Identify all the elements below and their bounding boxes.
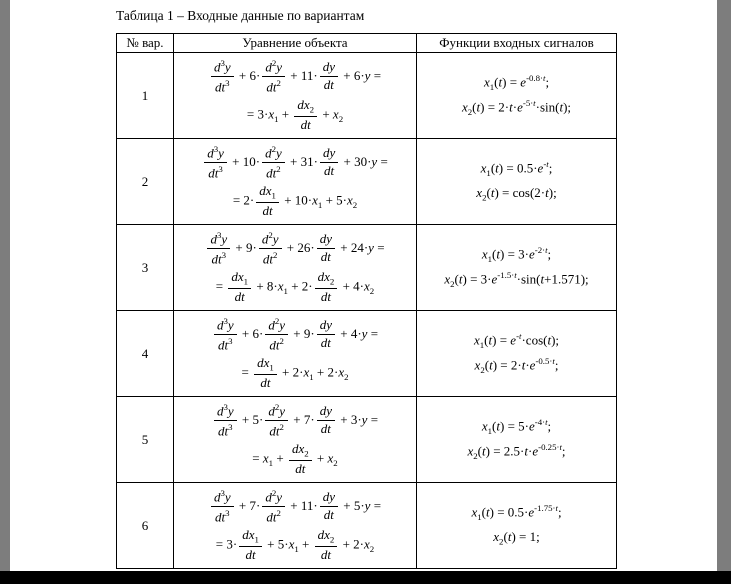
table-header [117, 34, 617, 53]
variant-number: 5 [117, 397, 174, 483]
signal-line: $x_1(t) = e^{-0.8\cdot t}$; [483, 72, 550, 92]
equation-cell [174, 311, 417, 397]
signal-line: $x_2(t) = 1$; [493, 528, 540, 547]
signals-cell [417, 311, 617, 397]
variant-number: 1 [117, 53, 174, 139]
equation-line: = $3\cdot x_1$ + $\frac{dx_2}{dt}$ + $x_2$ [246, 97, 344, 133]
signal-line: $x_2(t) = 2\cdot t\cdot e^{-0.5\cdot t}$; [474, 356, 559, 375]
signal-line: $x_1(t) = e^{-t}\cdot\cos(t)$; [473, 330, 560, 350]
signal-line: $x_2(t) = 2.5\cdot t\cdot e^{-0.25\cdot t}$; [467, 442, 566, 461]
header-row [117, 34, 617, 53]
signal-line: $x_2(t) = 2\cdot t\cdot e^{-5\cdot t}\cdot\sin(t)$; [461, 98, 572, 117]
equation-line: $\frac{d^3y}{dt^3}$ + 6· $\frac{d^2y}{dt^2}$ + 9· $\frac{dy}{dt}$ + 4·y = [174, 316, 416, 354]
variant-number: 6 [117, 483, 174, 569]
signal-line: $x_1(t) = 0.5\cdot e^{-t}$; [480, 159, 553, 179]
table-row [117, 311, 617, 397]
equation-line: $\frac{d^3y}{dt^3}$ + 9· $\frac{d^2y}{dt^2}$ + 26· $\frac{dy}{dt}$ + 24·y = [174, 230, 416, 268]
equation-line: $\frac{d^3y}{dt^3}$ + 5· $\frac{d^2y}{dt^2}$ + 7· $\frac{dy}{dt}$ + 3·y = [174, 402, 416, 440]
table-row [117, 53, 617, 139]
variant-number: 2 [117, 139, 174, 225]
equation-line: = $\frac{dx_1}{dt}$ + $2\cdot x_1 + 2\cdot x_2$ [241, 355, 349, 391]
table-row [117, 483, 617, 569]
header-variant: № вар. [117, 34, 174, 53]
signal-line: $x_1(t) = 0.5\cdot e^{-1.75\cdot t}$; [471, 503, 562, 523]
equation-line: $\frac{d^3y}{dt^3}$ + 10· $\frac{d^2y}{dt^2}$ + 31· $\frac{dy}{dt}$ + 30·y = [174, 144, 416, 182]
signal-line: $x_2(t) = \cos(2\cdot t)$; [476, 184, 557, 203]
equation-cell [174, 397, 417, 483]
signals-cell [417, 225, 617, 311]
equation-cell [174, 53, 417, 139]
signal-line: $x_2(t) = 3\cdot e^{-1.5\cdot t}\cdot\sin(t+1.571)$; [444, 270, 589, 289]
equation-cell [174, 225, 417, 311]
variants-table [116, 33, 617, 569]
table-row [117, 225, 617, 311]
equation-line: = 2· $\frac{dx_1}{dt}$ + $10\cdot x_1 + 5\cdot x_2$ [232, 183, 358, 219]
table-row [117, 397, 617, 483]
document-page [10, 0, 717, 571]
equation-cell [174, 139, 417, 225]
signals-cell [417, 53, 617, 139]
header-signals: Функции входных сигналов [417, 34, 617, 53]
equation-line: = $\frac{dx_1}{dt}$ + $8\cdot x_1 + 2\cdot$ $\frac{dx_2}{dt}$ + $4\cdot x_2$ [215, 269, 375, 305]
equation-line: $\frac{d^3y}{dt^3}$ + 7· $\frac{d^2y}{dt^2}$ + 11· $\frac{dy}{dt}$ + 5·y = [174, 488, 416, 526]
variant-number: 3 [117, 225, 174, 311]
signals-cell [417, 397, 617, 483]
signal-line: $x_1(t) = 5\cdot e^{-4\cdot t}$; [481, 416, 552, 436]
variant-number: 4 [117, 311, 174, 397]
equation-line: = 3· $\frac{dx_1}{dt}$ + $5\cdot x_1$ + $\frac{dx_2}{dt}$ + $2\cdot x_2$ [215, 527, 375, 563]
table-caption: Таблица 1 – Входные данные по вариантам [116, 8, 365, 23]
viewer-bottom-bar [0, 571, 731, 584]
equation-cell [174, 483, 417, 569]
signal-line: $x_1(t) = 3\cdot e^{-2\cdot t}$; [481, 244, 552, 264]
signals-cell [417, 483, 617, 569]
table-body [117, 53, 617, 569]
equation-line: $\frac{d^3y}{dt^3}$ + 6· $\frac{d^2y}{dt^2}$ + 11· $\frac{dy}{dt}$ + 6·y = [174, 58, 416, 96]
equation-line: = $x_1$ + $\frac{dx_2}{dt}$ + $x_2$ [252, 441, 338, 477]
signals-cell [417, 139, 617, 225]
header-equation: Уравнение объекта [174, 34, 417, 53]
table-row [117, 139, 617, 225]
